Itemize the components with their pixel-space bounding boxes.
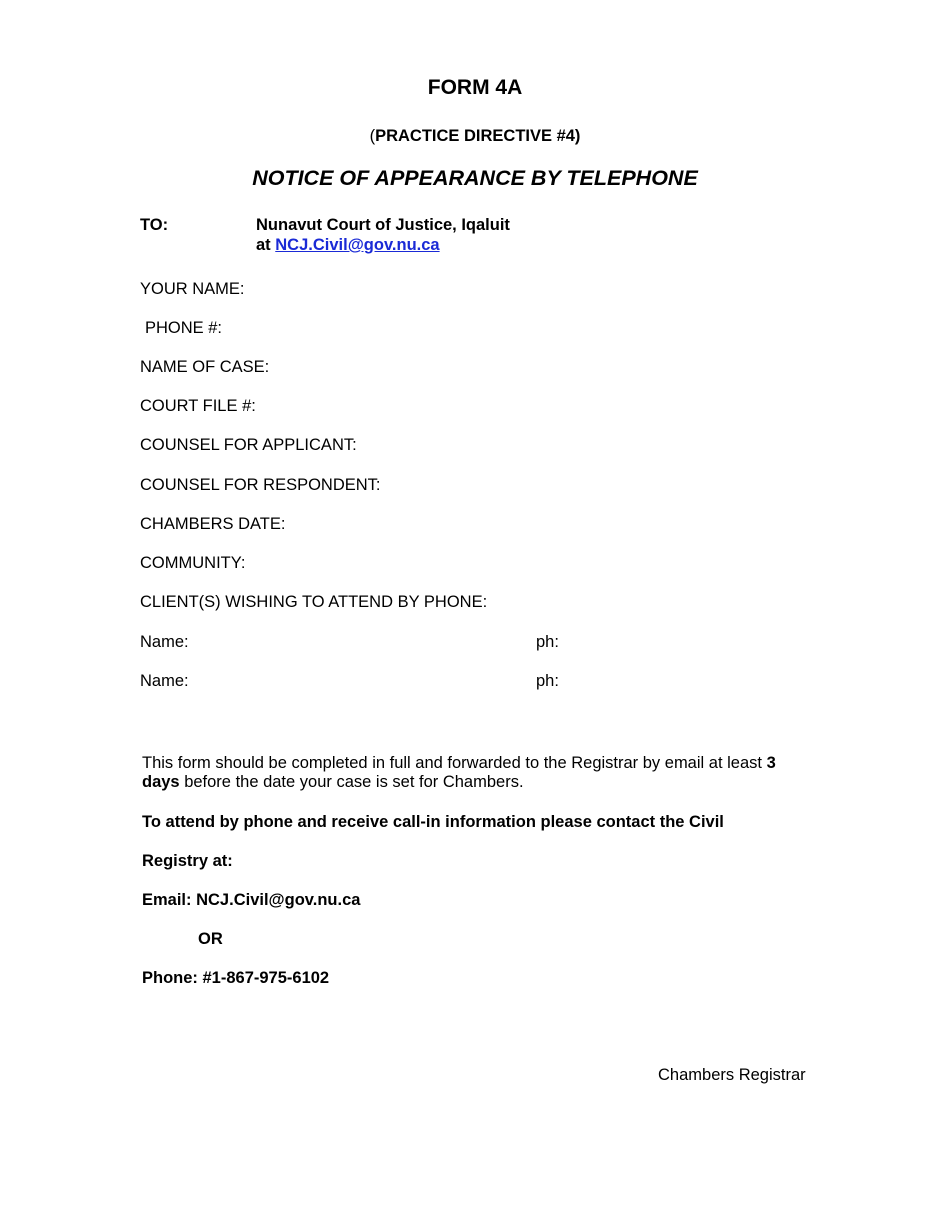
instructions-line-2-text: before the date your case is set for Chambers.	[179, 773, 524, 791]
instructions-line-1-text: This form should be completed in full and forwarded to the Registrar by email at least	[142, 754, 767, 772]
your-name-label: YOUR NAME:	[140, 280, 245, 298]
practice-directive	[0, 127, 950, 146]
client-1-name-label: Name:	[140, 633, 189, 651]
name-of-case-label: NAME OF CASE:	[140, 358, 270, 376]
to-label: TO:	[140, 216, 169, 234]
clients-heading: CLIENT(S) WISHING TO ATTEND BY PHONE:	[140, 593, 488, 611]
or-separator: OR	[198, 930, 223, 948]
phone-label: PHONE #:	[145, 319, 223, 337]
signature-title: Chambers Registrar	[658, 1066, 806, 1084]
contact-phone: Phone: #1-867-975-6102	[142, 969, 330, 987]
contact-line-2: Registry at:	[142, 852, 233, 870]
chambers-date-label: CHAMBERS DATE:	[140, 515, 286, 533]
community-label: COMMUNITY:	[140, 554, 246, 572]
directive-open-paren: (	[369, 127, 376, 145]
instructions-days-number: 3	[766, 754, 776, 772]
client-1-phone-label: ph:	[536, 633, 559, 651]
client-2-phone-label: ph:	[536, 672, 559, 690]
instructions-line-2	[142, 773, 524, 792]
at-prefix: at	[256, 236, 276, 254]
instructions-days-word: days	[142, 773, 180, 791]
recipient-email-line	[256, 236, 440, 255]
counsel-applicant-label: COUNSEL FOR APPLICANT:	[140, 436, 357, 454]
page-title: NOTICE OF APPEARANCE BY TELEPHONE	[252, 166, 698, 190]
counsel-respondent-label: COUNSEL FOR RESPONDENT:	[140, 476, 381, 494]
contact-email: Email: NCJ.Civil@gov.nu.ca	[142, 891, 361, 909]
directive-text: PRACTICE DIRECTIVE #4)	[375, 127, 581, 145]
client-2-name-label: Name:	[140, 672, 189, 690]
court-name: Nunavut Court of Justice, Iqaluit	[256, 216, 510, 234]
recipient-email-link[interactable]: NCJ.Civil@gov.nu.ca	[275, 236, 440, 254]
contact-line-1: To attend by phone and receive call-in information please contact the Civil	[142, 813, 724, 831]
instructions-line-1	[142, 754, 776, 773]
form-number: FORM 4A	[427, 76, 523, 99]
court-file-label: COURT FILE #:	[140, 397, 256, 415]
